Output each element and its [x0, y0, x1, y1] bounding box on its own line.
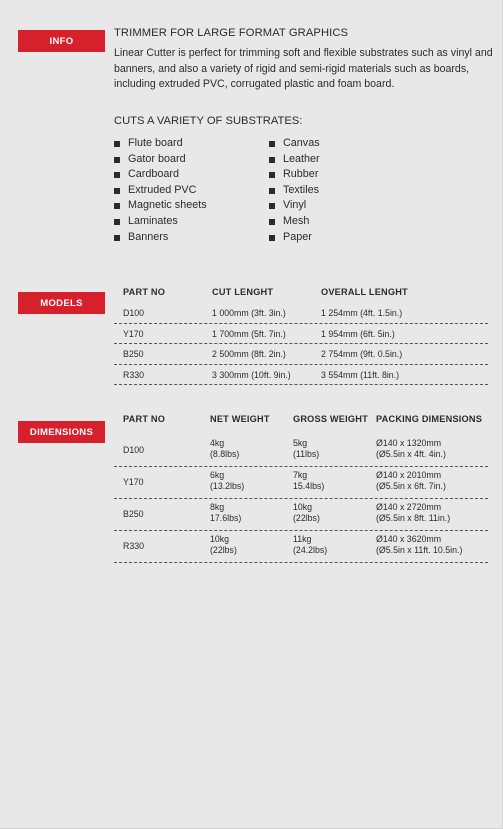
substrate-item: Mesh — [269, 214, 320, 230]
packing-imperial: (Ø5.5in x 11ft. 10.5in.) — [376, 544, 463, 555]
part-no-cell: D100 — [123, 445, 145, 455]
overall-length-cell: 3 554mm (11ft. 8in.) — [321, 369, 400, 380]
net-weight-lbs: 17.6lbs) — [210, 512, 242, 523]
header-overall-length: OVERALL LENGHT — [321, 287, 408, 297]
packing-dimensions-cell — [376, 470, 446, 491]
net-weight-cell — [210, 470, 244, 491]
overall-length-cell: 1 254mm (4ft. 1.5in.) — [321, 308, 403, 318]
net-weight-kg: 8kg — [210, 502, 225, 512]
gross-weight-lbs: 15.4lbs) — [293, 480, 325, 491]
cut-length-cell: 1 700mm (5ft. 7in.) — [212, 328, 286, 339]
info-description: Linear Cutter is perfect for trimming soft and flexible substrates such as vinyl and banners, and also a variety of rigid and semi-rigid materials such as boards, including extruded PVC, corrugated plastic and foam board. — [114, 47, 493, 91]
net-weight-cell — [210, 534, 237, 555]
gross-weight-kg: 10kg — [293, 502, 313, 512]
header-net-weight: NET WEIGHT — [210, 414, 270, 424]
header-part-no: PART NO — [123, 414, 166, 424]
net-weight-lbs: (13.2lbs) — [210, 480, 245, 491]
substrate-item: Canvas — [269, 136, 320, 152]
packing-imperial: (Ø5.5in x 8ft. 11in.) — [376, 512, 451, 523]
packing-metric: Ø140 x 2010mm — [376, 470, 442, 480]
table-row — [114, 344, 488, 365]
info-label: INFO — [18, 30, 105, 52]
substrate-item: Gator board — [114, 152, 207, 168]
gross-weight-cell — [293, 534, 327, 555]
models-table — [114, 282, 488, 385]
models-table-header — [114, 282, 488, 303]
table-row — [114, 467, 488, 499]
substrate-item: Magnetic sheets — [114, 198, 207, 214]
table-row — [114, 303, 488, 324]
packing-dimensions-cell — [376, 438, 446, 459]
packing-dimensions-cell — [376, 534, 462, 555]
header-cut-length: CUT LENGHT — [212, 287, 274, 297]
substrates-title: CUTS A VARIETY OF SUBSTRATES: — [114, 115, 303, 127]
substrate-item: Paper — [269, 230, 320, 246]
substrate-item: Flute board — [114, 136, 207, 152]
info-title: TRIMMER FOR LARGE FORMAT GRAPHICS — [114, 27, 349, 39]
part-no-cell: Y170 — [123, 477, 144, 487]
substrates-list-right — [269, 136, 320, 245]
part-no-cell: Y170 — [123, 328, 144, 339]
net-weight-kg: 10kg — [210, 534, 230, 544]
gross-weight-cell — [293, 438, 319, 459]
net-weight-lbs: (22lbs) — [210, 544, 237, 555]
packing-imperial: (Ø5.5in x 4ft. 4in.) — [376, 448, 446, 459]
header-packing-dimensions: PACKING DIMENSIONS — [376, 414, 483, 424]
gross-weight-lbs: (22lbs) — [293, 512, 320, 523]
overall-length-cell: 1 954mm (6ft. 5in.) — [321, 328, 395, 339]
substrate-item: Banners — [114, 230, 207, 246]
net-weight-kg: 4kg — [210, 438, 225, 448]
packing-metric: Ø140 x 2720mm — [376, 502, 442, 512]
substrate-item: Leather — [269, 152, 320, 168]
overall-length-cell: 2 754mm (9ft. 0.5in.) — [321, 349, 403, 359]
gross-weight-cell — [293, 470, 324, 491]
table-row — [114, 435, 488, 467]
dimensions-label: DIMENSIONS — [18, 421, 105, 443]
gross-weight-kg: 5kg — [293, 438, 308, 448]
packing-metric: Ø140 x 3620mm — [376, 534, 442, 544]
models-label: MODELS — [18, 292, 105, 314]
part-no-cell: D100 — [123, 308, 145, 318]
gross-weight-kg: 7kg — [293, 470, 308, 480]
substrate-item: Extruded PVC — [114, 183, 207, 199]
header-part-no: PART NO — [123, 287, 166, 297]
part-no-cell: B250 — [123, 509, 144, 519]
net-weight-kg: 6kg — [210, 470, 225, 480]
cut-length-cell: 2 500mm (8ft. 2in.) — [212, 349, 286, 359]
gross-weight-lbs: (11lbs) — [293, 448, 320, 459]
net-weight-lbs: (8.8lbs) — [210, 448, 240, 459]
part-no-cell: R330 — [123, 369, 145, 380]
table-row — [114, 324, 488, 345]
packing-metric: Ø140 x 1320mm — [376, 438, 442, 448]
dimensions-table-header — [114, 414, 488, 435]
gross-weight-kg: 11kg — [293, 534, 312, 544]
substrate-item: Vinyl — [269, 198, 320, 214]
substrate-item: Rubber — [269, 167, 320, 183]
substrates-list-left — [114, 136, 207, 245]
table-row — [114, 531, 488, 563]
table-row — [114, 499, 488, 531]
table-row — [114, 365, 488, 386]
net-weight-cell — [210, 438, 239, 459]
gross-weight-cell — [293, 502, 320, 523]
substrate-item: Cardboard — [114, 167, 207, 183]
part-no-cell: R330 — [123, 541, 145, 551]
packing-dimensions-cell — [376, 502, 450, 523]
substrate-item: Laminates — [114, 214, 207, 230]
cut-length-cell: 3 300mm (10ft. 9in.) — [212, 369, 291, 380]
gross-weight-lbs: (24.2lbs) — [293, 544, 328, 555]
header-gross-weight: GROSS WEIGHT — [293, 414, 368, 424]
dimensions-table — [114, 414, 488, 563]
packing-imperial: (Ø5.5in x 6ft. 7in.) — [376, 480, 446, 491]
cut-length-cell: 1 000mm (3ft. 3in.) — [212, 308, 286, 318]
net-weight-cell — [210, 502, 241, 523]
part-no-cell: B250 — [123, 349, 144, 359]
substrate-item: Textiles — [269, 183, 320, 199]
